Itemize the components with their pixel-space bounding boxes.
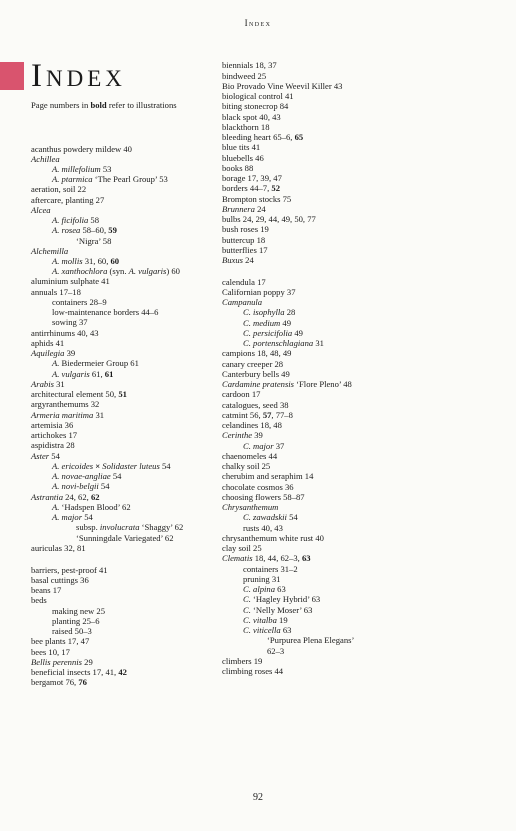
- index-entry-text: climbing roses 44: [222, 666, 284, 676]
- index-entry-text: beneficial insects 17, 41,: [31, 667, 119, 677]
- index-entry-text: architectural element 50,: [31, 389, 119, 399]
- index-entry: [222, 224, 269, 234]
- index-entry-text: 49: [292, 328, 303, 338]
- index-entry-text: C. viticella: [243, 625, 281, 635]
- index-entry-text: Chrysanthemum: [222, 502, 279, 512]
- index-entry-text: 54: [286, 512, 298, 522]
- index-entry-text: A. vulgaris: [52, 369, 90, 379]
- index-entry-text: Bio Provado Vine Weevil Killer 43: [222, 81, 343, 91]
- index-entry-text: aeration, soil 22: [31, 184, 87, 194]
- index-entry: [222, 389, 260, 399]
- index-entry: [31, 481, 110, 491]
- index-entry: [31, 512, 93, 522]
- index-entry: [31, 287, 81, 297]
- index-entry: [222, 656, 262, 666]
- index-entry-text: C.: [243, 605, 251, 615]
- index-entry: [222, 605, 312, 615]
- index-entry-text: cardoon 17: [222, 389, 261, 399]
- page-number: 92: [253, 792, 263, 803]
- index-entry: [222, 318, 291, 328]
- index-entry: [31, 369, 113, 379]
- index-entry-text: ×: [93, 461, 103, 471]
- index-entry: [31, 164, 111, 174]
- index-entry: [222, 625, 291, 635]
- index-entry: [222, 512, 298, 522]
- index-entry-text: 31, 60,: [82, 256, 111, 266]
- index-entry-text: auriculas 32, 81: [31, 543, 86, 553]
- index-entry: [31, 256, 119, 266]
- index-entry-text: 60: [110, 256, 120, 266]
- index-entry-text: ‘Hagley Hybrid’ 63: [250, 594, 321, 604]
- index-entry: [222, 277, 266, 287]
- index-entry-text: 39: [64, 348, 76, 358]
- index-entry-text: basal cuttings 36: [31, 575, 89, 585]
- index-entry: [222, 142, 260, 152]
- index-entry: [222, 553, 311, 563]
- index-entry: [222, 297, 262, 307]
- index-entry: [222, 194, 291, 204]
- index-entry-text: Arabis: [31, 379, 54, 389]
- index-entry-text: Biedermeier Group 61: [59, 358, 139, 368]
- index-entry-text: 76: [78, 677, 87, 687]
- index-entry: [31, 420, 73, 430]
- index-entry-text: 63: [301, 553, 311, 563]
- index-entry: [222, 533, 324, 543]
- index-entry: [31, 195, 104, 205]
- index-entry-text: chalky soil 25: [222, 461, 271, 471]
- index-entry-text: A. novae-angliae: [52, 471, 111, 481]
- index-entry-text: 31: [93, 410, 105, 420]
- index-entry-text: cherubim and seraphim 14: [222, 471, 314, 481]
- index-entry: [31, 348, 75, 358]
- index-entry-text: low-maintenance borders 44–6: [52, 307, 159, 317]
- index-entry-text: biological control 41: [222, 91, 294, 101]
- index-entry-text: 29: [82, 657, 93, 667]
- index-entry-text: (syn.: [107, 266, 129, 276]
- index-entry: [222, 584, 286, 594]
- index-entry-text: chaenomeles 44: [222, 451, 278, 461]
- index-entry-text: ‘Hadspen Blood’ 62: [59, 502, 131, 512]
- index-entry-text: annuals 17–18: [31, 287, 81, 297]
- index-entry-text: biting stonecrop 84: [222, 101, 289, 111]
- index-entry: [31, 575, 89, 585]
- index-entry: [222, 60, 277, 70]
- index-entry: [222, 451, 277, 461]
- index-entry: [222, 91, 294, 101]
- index-entry: [222, 543, 262, 553]
- index-entry: [222, 574, 280, 584]
- index-entry-text: ‘Purpurea Plena Elegans’: [267, 635, 355, 645]
- index-entry: [222, 471, 313, 481]
- index-entry-text: C.: [243, 594, 251, 604]
- index-entry: [31, 492, 100, 502]
- index-entry-text: 24: [243, 255, 254, 265]
- index-entry: [31, 317, 88, 327]
- index-entry-text: 54: [82, 512, 93, 522]
- index-entry: [222, 173, 282, 183]
- index-entry-text: A.: [52, 502, 60, 512]
- index-entry: [31, 606, 105, 616]
- index-entry-text: A.: [52, 358, 60, 368]
- index-entry-text: sowing 37: [52, 317, 88, 327]
- index-entry-text: bulbs 24, 29, 44, 49, 50, 77: [222, 214, 316, 224]
- index-entry-text: ‘The Pearl Group’ 53: [92, 174, 168, 184]
- index-entry-text: C. vitalba: [243, 615, 277, 625]
- index-entry-text: 54: [159, 461, 171, 471]
- index-entry: [222, 287, 296, 297]
- index-entry-text: bee plants 17, 47: [31, 636, 90, 646]
- index-entry: [222, 183, 280, 193]
- index-entry-text: 42: [118, 667, 127, 677]
- index-entry-text: 65: [294, 132, 304, 142]
- index-entry: [31, 585, 61, 595]
- index-entry-text: A. mollis: [52, 256, 83, 266]
- index-entry: [222, 245, 268, 255]
- index-entry-text: Canterbury bells 49: [222, 369, 290, 379]
- index-entry: [31, 565, 108, 575]
- index-entry: [31, 451, 60, 461]
- index-entry-text: 58–60,: [80, 225, 109, 235]
- index-entry: [222, 369, 290, 379]
- index-entry-text: C. portenschlagiana: [243, 338, 314, 348]
- index-entry: [31, 636, 89, 646]
- index-entry-text: bleeding heart 65–6,: [222, 132, 295, 142]
- chapter-accent-block: [0, 62, 24, 90]
- index-entry-text: borage 17, 39, 47: [222, 173, 282, 183]
- index-entry-text: Aster: [31, 451, 50, 461]
- index-entry: [31, 215, 99, 225]
- index-entry-text: Clematis: [222, 553, 253, 563]
- index-entry-text: 63: [275, 584, 286, 594]
- intro-note: [31, 100, 201, 111]
- index-entry-text: calendula 17: [222, 277, 266, 287]
- index-entry-text: raised 50–3: [52, 626, 92, 636]
- index-entry-text: barriers, pest-proof 41: [31, 565, 108, 575]
- index-entry-text: making new 25: [52, 606, 105, 616]
- index-entry: [222, 81, 342, 91]
- index-entry: [222, 615, 288, 625]
- index-entry-text: catmint 56,: [222, 410, 263, 420]
- index-entry: [31, 184, 86, 194]
- index-entry-text: ‘Sunningdale Variegated’ 62: [76, 533, 174, 543]
- index-entry-text: 39: [252, 430, 263, 440]
- index-entry: [222, 461, 270, 471]
- index-entry-text: A. rosea: [52, 225, 81, 235]
- index-entry: [222, 646, 284, 656]
- index-entry-text: Armeria maritima: [31, 410, 94, 420]
- index-entry-text: ‘Nigra’ 58: [76, 236, 112, 246]
- index-entry-text: books 88: [222, 163, 254, 173]
- index-entry: [222, 132, 303, 142]
- index-entry-text: 58: [88, 215, 100, 225]
- index-title: Index: [31, 58, 126, 94]
- index-entry-text: blackthorn 18: [222, 122, 270, 132]
- index-entry-text: 54: [98, 481, 110, 491]
- index-entry: [31, 205, 51, 215]
- index-entry-text: aftercare, planting 27: [31, 195, 105, 205]
- index-entry: [222, 400, 289, 410]
- index-entry: [222, 594, 320, 604]
- index-entry-text: A. ficifolia: [52, 215, 89, 225]
- index-entry: [31, 144, 132, 154]
- index-entry-text: A. ptarmica: [52, 174, 93, 184]
- index-entry: [31, 379, 65, 389]
- index-entry: [222, 502, 278, 512]
- index-entry: [222, 338, 324, 348]
- index-entry: [31, 616, 100, 626]
- index-entry: [31, 543, 86, 553]
- index-entry: [31, 236, 111, 246]
- index-entry: [31, 225, 117, 235]
- index-entry-text: planting 25–6: [52, 616, 100, 626]
- index-entry-text: A. millefolium: [52, 164, 101, 174]
- index-entry: [31, 533, 174, 543]
- index-entry: [31, 522, 183, 532]
- index-entry-text: Solidaster luteus: [102, 461, 160, 471]
- index-entry-text: 31: [53, 379, 65, 389]
- index-entry-text: 59: [108, 225, 117, 235]
- index-entry-text: containers 31–2: [243, 564, 298, 574]
- index-entry: [31, 647, 70, 657]
- index-entry: [222, 441, 284, 451]
- index-entry: [222, 420, 282, 430]
- index-entry-text: bindweed 25: [222, 71, 267, 81]
- index-entry-text: choosing flowers 58–87: [222, 492, 305, 502]
- index-entry: [222, 410, 293, 420]
- index-entry: [31, 338, 64, 348]
- index-entry-text: 57: [262, 410, 272, 420]
- index-entry-text: C. alpina: [243, 584, 275, 594]
- index-entry: [31, 595, 47, 605]
- index-entry: [222, 71, 266, 81]
- index-entry-text: beds: [31, 595, 47, 605]
- index-entry: [222, 101, 288, 111]
- index-entry: [222, 153, 264, 163]
- index-entry-text: ‘Shaggy’ 62: [139, 522, 184, 532]
- index-entry-text: C. zawadskii: [243, 512, 287, 522]
- running-head: Index: [244, 18, 272, 28]
- index-entry-text: C. persicifolia: [243, 328, 293, 338]
- index-entry: [31, 246, 68, 256]
- index-entry: [31, 154, 60, 164]
- index-entry-text: Alchemilla: [31, 246, 69, 256]
- index-entry-text: C. major: [243, 441, 274, 451]
- index-entry: [222, 307, 295, 317]
- index-entry-text: acanthus powdery mildew 40: [31, 144, 132, 154]
- index-entry-text: Alcea: [31, 205, 51, 215]
- index-entry-text: 62–3: [267, 646, 285, 656]
- index-entry-text: A. vulgaris: [128, 266, 167, 276]
- index-entry-text: aspidistra 28: [31, 440, 75, 450]
- index-entry: [222, 122, 270, 132]
- index-entry-text: 62: [90, 492, 100, 502]
- index-entry-text: Californian poppy 37: [222, 287, 296, 297]
- index-entry-text: bergamot 76,: [31, 677, 79, 687]
- index-entry: [31, 389, 127, 399]
- intro-text-after: refer to illustrations: [106, 100, 177, 110]
- index-entry-text: ) 60: [166, 266, 180, 276]
- index-entry-text: involucrata: [99, 522, 140, 532]
- index-entry-text: 31: [313, 338, 324, 348]
- index-entry: [31, 461, 171, 471]
- index-entry-text: 54: [49, 451, 60, 461]
- index-entry: [31, 399, 99, 409]
- index-entry: [222, 379, 352, 389]
- index-entry-text: biennials 18, 37: [222, 60, 277, 70]
- index-entry-text: subsp.: [76, 522, 100, 532]
- index-entry: [31, 502, 131, 512]
- index-entry: [31, 626, 92, 636]
- index-entry-text: Achillea: [31, 154, 60, 164]
- index-entry-text: bluebells 46: [222, 153, 264, 163]
- index-entry-text: beans 17: [31, 585, 62, 595]
- index-entry-text: chrysanthemum white rust 40: [222, 533, 324, 543]
- index-entry: [31, 266, 180, 276]
- index-entry-text: aluminium sulphate 41: [31, 276, 110, 286]
- index-entry: [222, 564, 298, 574]
- index-entry-text: Bellis perennis: [31, 657, 82, 667]
- index-entry-text: black spot 40, 43: [222, 112, 281, 122]
- index-entry-text: C. isophylla: [243, 307, 285, 317]
- index-entry-text: pruning 31: [243, 574, 281, 584]
- index-entry: [31, 410, 104, 420]
- index-entry-text: 61,: [89, 369, 105, 379]
- index-entry: [222, 666, 283, 676]
- index-entry-text: A. major: [52, 512, 83, 522]
- index-entry-text: butterflies 17: [222, 245, 268, 255]
- index-entry: [31, 471, 121, 481]
- index-entry: [222, 204, 266, 214]
- index-entry-text: Cardamine pratensis: [222, 379, 295, 389]
- index-entry: [222, 492, 305, 502]
- index-entry-text: canary creeper 28: [222, 359, 284, 369]
- index-entry-text: clay soil 25: [222, 543, 262, 553]
- index-entry-text: bush roses 19: [222, 224, 269, 234]
- index-entry-text: 28: [284, 307, 296, 317]
- index-entry-text: 19: [276, 615, 288, 625]
- index-entry-text: catalogues, seed 38: [222, 400, 289, 410]
- index-entry-text: C. medium: [243, 318, 281, 328]
- index-entry-text: 24: [254, 204, 266, 214]
- index-entry: [31, 328, 99, 338]
- index-entry: [31, 297, 107, 307]
- index-entry-text: 24, 62,: [63, 492, 91, 502]
- index-entry-text: 49: [280, 318, 291, 328]
- index-entry: [222, 430, 263, 440]
- index-entry: [31, 358, 139, 368]
- index-entry: [31, 174, 168, 184]
- index-entry: [222, 214, 316, 224]
- index-entry-text: artichokes 17: [31, 430, 78, 440]
- index-entry-text: climbers 19: [222, 656, 263, 666]
- index-entry-text: 61: [104, 369, 114, 379]
- index-entry-text: Aquilegia: [31, 348, 65, 358]
- index-entry-text: celandines 18, 48: [222, 420, 282, 430]
- index-entry: [31, 430, 77, 440]
- index-entry-text: Brunnera: [222, 204, 255, 214]
- index-entry: [31, 276, 110, 286]
- index-entry: [222, 348, 291, 358]
- index-entry-text: , 77–8: [271, 410, 293, 420]
- index-entry-text: borders 44–7,: [222, 183, 272, 193]
- index-entry-text: A. novi-belgii: [52, 481, 99, 491]
- index-entry-text: containers 28–9: [52, 297, 107, 307]
- index-entry: [222, 163, 253, 173]
- intro-text-bold: bold: [90, 100, 107, 110]
- index-entry-text: chocolate cosmos 36: [222, 482, 294, 492]
- index-entry-text: campions 18, 48, 49: [222, 348, 292, 358]
- index-entry-text: aphids 41: [31, 338, 65, 348]
- index-entry-text: 52: [271, 183, 280, 193]
- index-entry-text: 54: [110, 471, 122, 481]
- index-entry: [222, 482, 294, 492]
- index-entry: [31, 657, 93, 667]
- index-entry: [31, 677, 87, 687]
- index-entry: [222, 235, 265, 245]
- index-entry-text: Campanula: [222, 297, 263, 307]
- intro-text-before: Page numbers in: [31, 100, 91, 110]
- index-entry-text: artemisia 36: [31, 420, 74, 430]
- index-entry: [222, 523, 283, 533]
- index-entry: [222, 255, 254, 265]
- index-entry: [31, 307, 158, 317]
- index-entry-text: Astrantia: [31, 492, 63, 502]
- index-entry-text: Brompton stocks 75: [222, 194, 292, 204]
- index-entry-text: A. xanthochlora: [52, 266, 108, 276]
- index-entry: [222, 635, 354, 645]
- index-entry: [31, 440, 75, 450]
- index-entry-text: 53: [100, 164, 112, 174]
- index-entry: [222, 112, 281, 122]
- index-entry-text: Buxus: [222, 255, 244, 265]
- index-entry: [222, 328, 303, 338]
- index-entry-text: 18, 44, 62–3,: [252, 553, 302, 563]
- index-entry-text: antirrhinums 40, 43: [31, 328, 99, 338]
- index-entry-text: 63: [280, 625, 292, 635]
- index-entry-text: buttercup 18: [222, 235, 266, 245]
- index-entry-text: rusts 40, 43: [243, 523, 283, 533]
- index-entry: [31, 667, 127, 677]
- index-entry-text: ‘Nelly Moser’ 63: [250, 605, 313, 615]
- index-entry-text: 51: [118, 389, 127, 399]
- index-entry-text: Cerinthe: [222, 430, 253, 440]
- index-entry-text: 37: [273, 441, 285, 451]
- index-entry-text: blue tits 41: [222, 142, 261, 152]
- index-entry-text: argyranthemums 32: [31, 399, 100, 409]
- index-entry-text: ‘Flore Pleno’ 48: [294, 379, 352, 389]
- index-entry: [222, 359, 283, 369]
- index-entry-text: bees 10, 17: [31, 647, 70, 657]
- index-entry-text: A. ericoides: [52, 461, 94, 471]
